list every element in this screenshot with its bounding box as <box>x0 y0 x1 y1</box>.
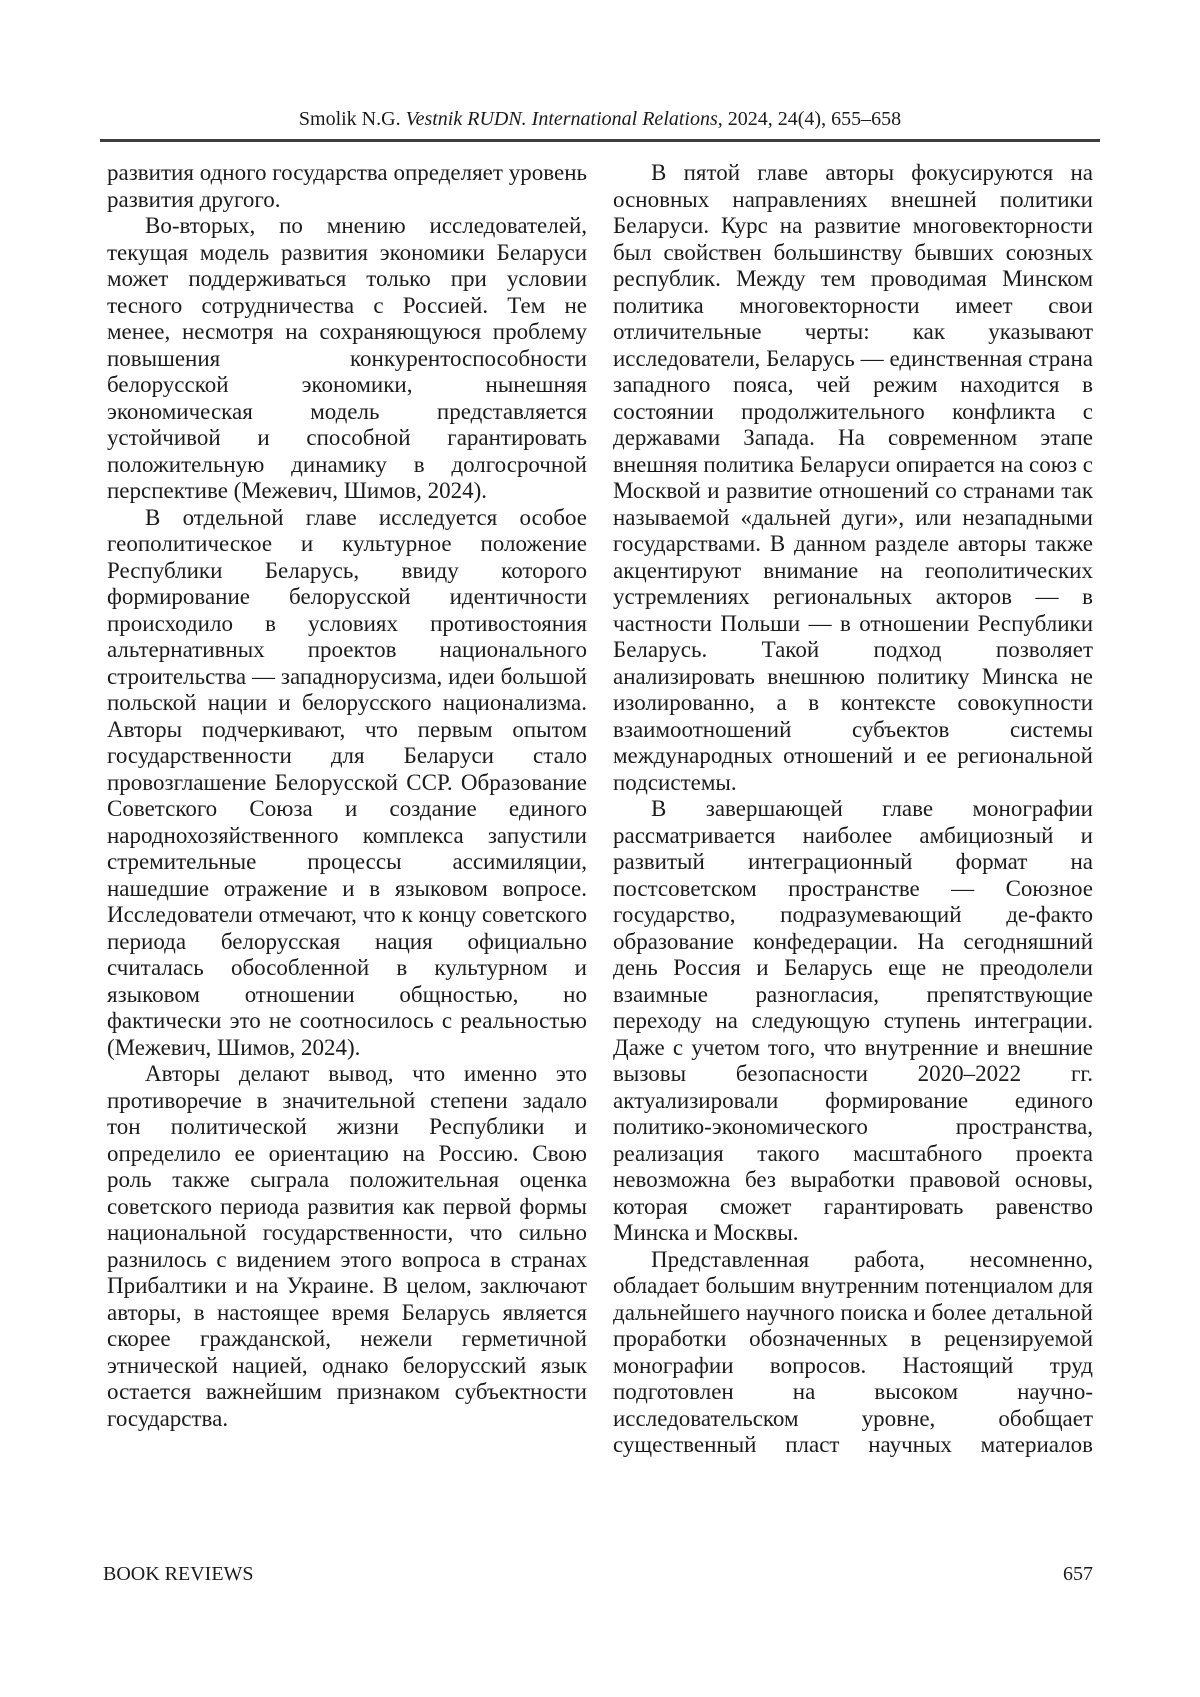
running-head <box>107 107 1093 131</box>
running-head-issue-info: , 2024, 24(4), 655–658 <box>717 108 902 130</box>
footer-section-label: BOOK REVIEWS <box>103 1563 254 1585</box>
paragraph: Представленная работа, несомненно, обладает большим внутренним потенциалом для дальнейшего научного поиска и более детальной проработки обозначенных в рецензируемой монографии вопросов. Настоящий труд подготовлен на высоком научно-исследовательском уровне, обобщает существенный пласт научных материалов <box>613 1246 1093 1457</box>
paragraph: В отдельной главе исследуется особое геополитическое и культурное положение Республики Беларусь, ввиду которого формирование белорусской идентичности происходило в условиях противостояния альтернативных проектов национального строительства — западнорусизма, идеи большой польской нации и белорусского национализма. Авторы подчеркивают, что первым опытом государственности для Беларуси стало провозглашение Белорусской ССР. Образование Советского Союза и создание единого народнохозяйственного комплекса запустили стремительные процессы ассимиляции, нашедшие отражение и в языковом вопросе. Исследователи отмечают, что к концу советского периода белорусская нация официально считалась обособленной в культурном и языковом отношении общностью, но фактически это не соотносилось с реальностью (Межевич, Шимов, 2024). <box>107 504 587 1060</box>
paragraph: В завершающей главе монографии рассматривается наиболее амбициозный и развитый интеграционный формат на постсоветском пространстве — Союзное государство, подразумевающий де-факто образование конфедерации. На сегодняшний день Россия и Беларусь еще не преодолели взаимные разногласия, препятствующие переходу на следующую ступень интеграции. Даже с учетом того, что внутренние и внешние вызовы безопасности 2020–2022 гг. актуализировали формирование единого политико-экономического пространства, реализация такого масштабного проекта невозможна без выработки правовой основы, которая сможет гарантировать равенство Минска и Москвы. <box>613 796 1093 1245</box>
text-column-left <box>107 160 587 1459</box>
text-column-right <box>613 160 1093 1459</box>
running-head-author: Smolik N.G. <box>298 108 401 130</box>
paragraph: развития одного государства определяет уровень развития другого. <box>107 160 587 212</box>
paragraph: В пятой главе авторы фокусируются на основных направлениях внешней политики Беларуси. Курс на развитие многовекторности был свойствен большинству бывших союзных республик. Между тем проводимая Минском политика многовекторности имеет свои отличительные черты: как указывают исследователи, Беларусь — единственная страна западного пояса, чей режим находится в состоянии продолжительного конфликта с державами Запада. На современном этапе внешняя политика Беларуси опирается на союз с Москвой и развитие отношений со странами так называемой «дальней дуги», или незападными государствами. В данном разделе авторы также акцентируют внимание на геополитических устремлениях региональных акторов — в частности Польши — в отношении Республики Беларусь. Такой подход позволяет анализировать внешнюю политику Минска не изолированно, а в контексте совокупности взаимоотношений субъектов системы международных отношений и ее региональной подсистемы. <box>613 160 1093 795</box>
paragraph: Во-вторых, по мнению исследователей, текущая модель развития экономики Беларуси может поддерживаться только при условии тесного сотрудничества с Россией. Тем не менее, несмотря на сохраняющуюся проблему повышения конкурентоспособности белорусской экономики, нынешняя экономическая модель представляется устойчивой и способной гарантировать положительную динамику в долгосрочной перспективе (Межевич, Шимов, 2024). <box>107 213 587 503</box>
header-rule <box>100 139 1100 142</box>
page-footer <box>103 1562 1093 1586</box>
paragraph: Авторы делают вывод, что именно это противоречие в значительной степени задало тон политической жизни Республики и определило ее ориентацию на Россию. Свою роль также сыграла положительная оценка советского периода развития как первой формы национальной государственности, что сильно разнилось с видением этого вопроса в странах Прибалтики и на Украине. В целом, заключают авторы, в настоящее время Беларусь является скорее гражданской, нежели герметичной этнической нацией, однако белорусский язык остается важнейшим признаком субъектности государства. <box>107 1061 587 1431</box>
page-number: 657 <box>1063 1563 1093 1585</box>
running-head-journal-title: Vestnik RUDN. International Relations <box>405 108 718 130</box>
page-body <box>107 160 1093 1459</box>
